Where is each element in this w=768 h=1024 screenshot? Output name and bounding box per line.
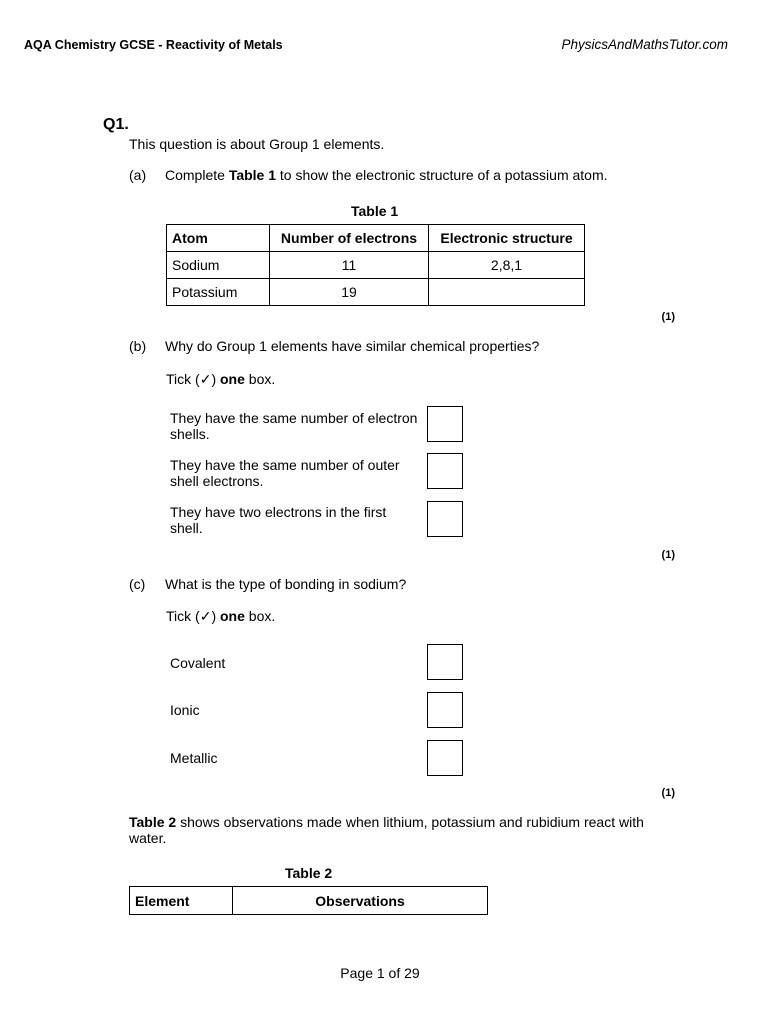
table-cell: 2,8,1 bbox=[429, 252, 585, 279]
table-row bbox=[167, 279, 585, 306]
part-a-letter: (a) bbox=[129, 167, 147, 183]
table-header-cell: Atom bbox=[167, 225, 270, 252]
part-c-question: What is the type of bonding in sodium? bbox=[165, 576, 407, 592]
option-label: Covalent bbox=[170, 655, 226, 671]
tick-box[interactable] bbox=[427, 453, 463, 489]
table-row bbox=[167, 252, 585, 279]
tick-box[interactable] bbox=[427, 644, 463, 680]
table1-title: Table 1 bbox=[351, 203, 399, 219]
option-label: Metallic bbox=[170, 750, 218, 766]
table1 bbox=[166, 224, 585, 306]
part-c-letter: (c) bbox=[129, 576, 146, 592]
option-label: They have the same number of electron shells. bbox=[170, 410, 418, 442]
table-cell: 11 bbox=[270, 252, 429, 279]
part-c-marks: (1) bbox=[661, 787, 675, 799]
table2-title: Table 2 bbox=[285, 865, 333, 881]
question-intro: This question is about Group 1 elements. bbox=[129, 136, 385, 152]
page-number: Page 1 of 29 bbox=[340, 965, 420, 981]
tick-box[interactable] bbox=[427, 406, 463, 442]
tick-box[interactable] bbox=[427, 501, 463, 537]
table2 bbox=[129, 886, 488, 915]
option-label: They have two electrons in the first shell. bbox=[170, 504, 387, 536]
part-b-letter: (b) bbox=[129, 338, 147, 354]
tick-box[interactable] bbox=[427, 692, 463, 728]
table-cell: Potassium bbox=[167, 279, 270, 306]
part-b-tick-instruction: Tick (✓) one box. bbox=[166, 371, 276, 387]
table-header-row bbox=[167, 225, 585, 252]
table-cell: Sodium bbox=[167, 252, 270, 279]
part-b-question: Why do Group 1 elements have similar chemical properties? bbox=[165, 338, 540, 354]
tick-icon: ✓ bbox=[199, 371, 212, 387]
part-c-tick-instruction: Tick (✓) one box. bbox=[166, 608, 276, 624]
header-title: AQA Chemistry GCSE - Reactivity of Metals bbox=[24, 38, 283, 52]
part-a-marks: (1) bbox=[661, 311, 675, 323]
table-header-cell: Electronic structure bbox=[429, 225, 585, 252]
question-number: Q1. bbox=[103, 116, 129, 133]
part-b-marks: (1) bbox=[661, 549, 675, 561]
option-label: They have the same number of outer shell electrons. bbox=[170, 457, 400, 489]
tick-box[interactable] bbox=[427, 740, 463, 776]
tick-icon: ✓ bbox=[199, 608, 212, 624]
option-label: Ionic bbox=[170, 702, 200, 718]
table-header-cell: Number of electrons bbox=[270, 225, 429, 252]
table2-intro: Table 2 shows observations made when lithium, potassium and rubidium react with water. bbox=[129, 814, 644, 846]
table-cell: 19 bbox=[270, 279, 429, 306]
table-header-cell: Element bbox=[130, 887, 233, 915]
answer-cell[interactable] bbox=[429, 279, 585, 306]
part-a-instruction: Complete Table 1 to show the electronic structure of a potassium atom. bbox=[165, 167, 608, 183]
header-site: PhysicsAndMathsTutor.com bbox=[561, 37, 728, 52]
table-header-cell: Observations bbox=[233, 887, 488, 915]
table-header-row bbox=[130, 887, 488, 915]
